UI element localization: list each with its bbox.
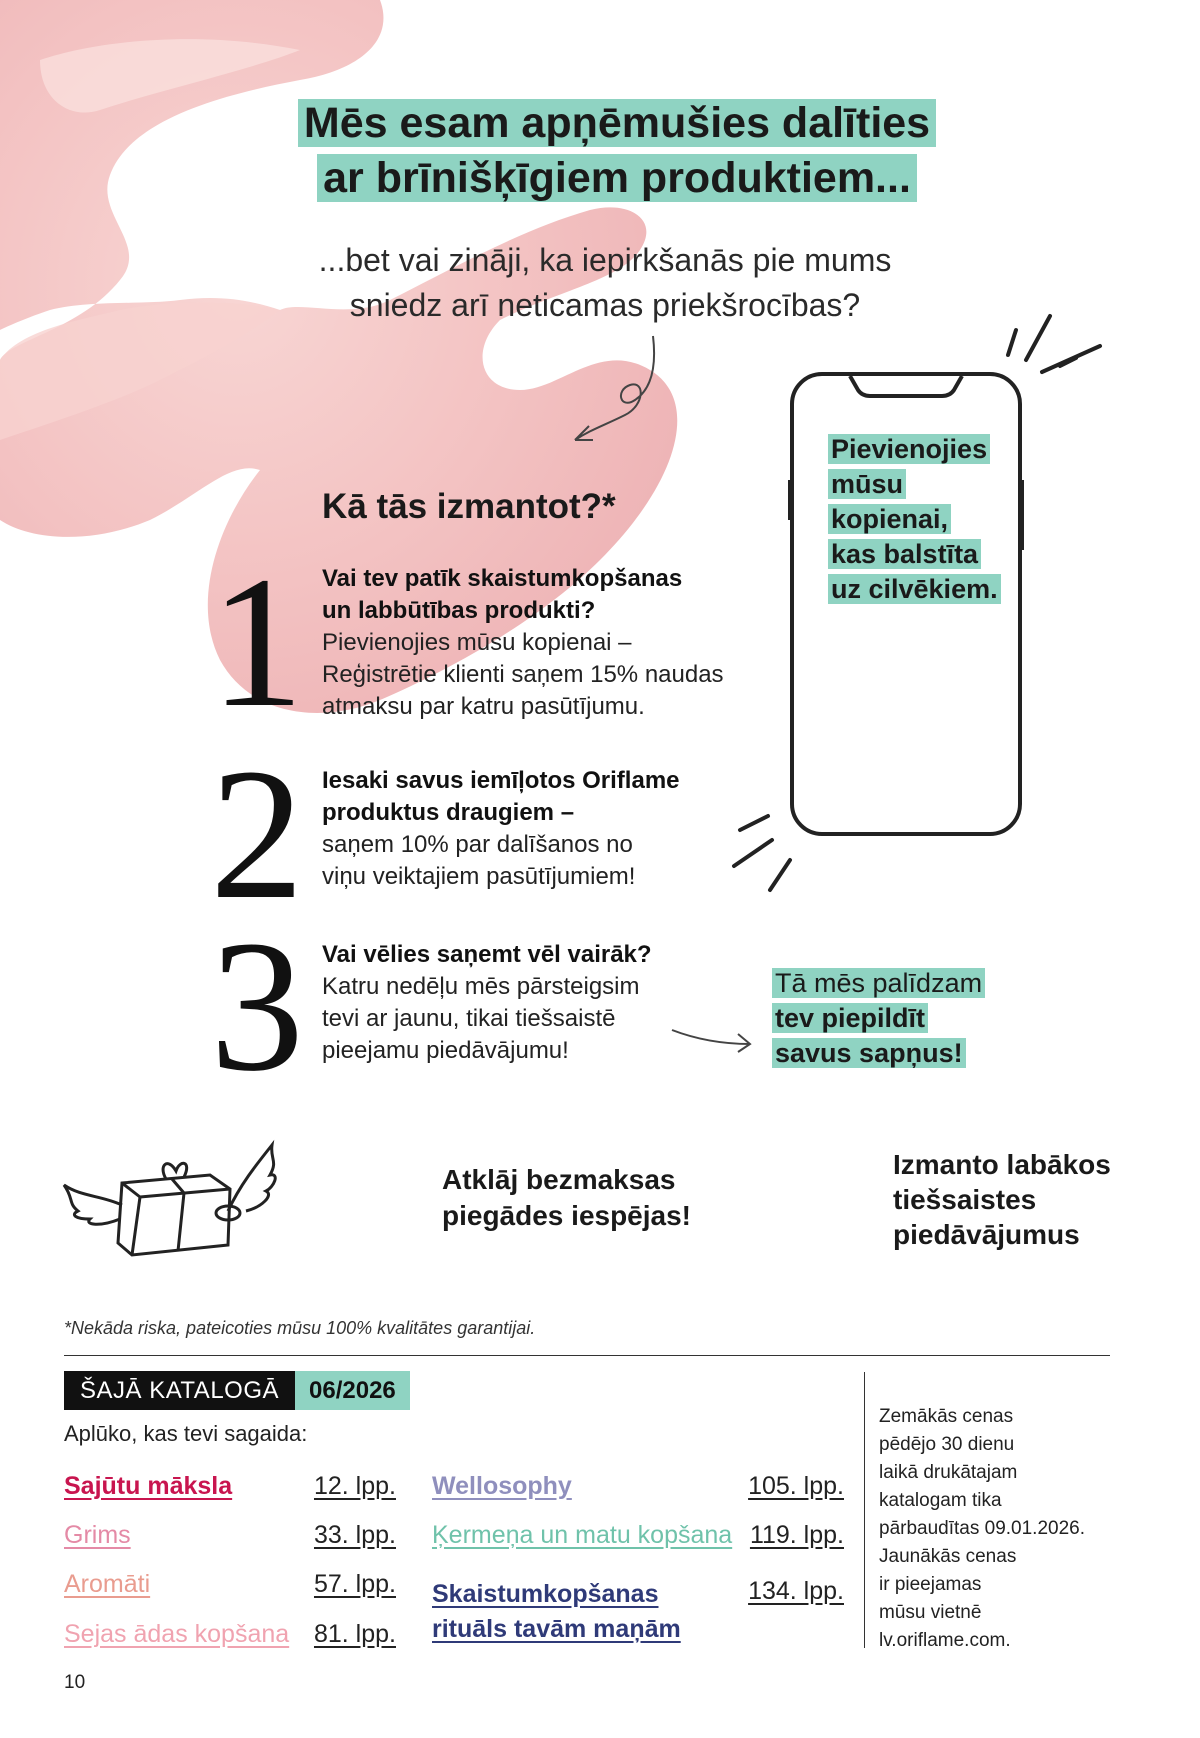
price-note-line5: pārbaudītas 09.01.2026. bbox=[879, 1518, 1086, 1539]
step-2-title-line2: produktus draugiem – bbox=[322, 799, 575, 826]
toc-page-134[interactable]: 134. lpp. bbox=[748, 1577, 844, 1605]
toc-page-119[interactable]: 119. lpp. bbox=[749, 1521, 844, 1549]
headline bbox=[287, 96, 947, 206]
catalog-intro: Aplūko, kas tevi sagaida: bbox=[64, 1421, 308, 1446]
free-delivery-line1: Atklāj bezmaksas bbox=[442, 1164, 676, 1195]
page-number: 10 bbox=[64, 1672, 86, 1693]
toc-link-aromati[interactable]: Aromāti bbox=[64, 1570, 151, 1598]
dream-line3: savus sapņus! bbox=[772, 1038, 966, 1068]
price-note-line4: katalogam tika bbox=[879, 1490, 1002, 1511]
toc-link-grims[interactable]: Grims bbox=[64, 1521, 131, 1549]
online-offers-line2: tiešsaistes bbox=[893, 1184, 1037, 1215]
subheadline-line1: ...bet vai zināji, ka iepirkšanās pie mums bbox=[318, 242, 892, 278]
step-number-2: 2 bbox=[210, 729, 304, 938]
step-1-body-line1: Pievienojies mūsu kopienai – bbox=[322, 629, 632, 656]
phone-text-line3: kopienai, bbox=[828, 504, 951, 534]
phone-text-line4: kas balstīta bbox=[828, 539, 981, 569]
step-1 bbox=[322, 563, 762, 723]
free-delivery-line2: piegādes iespējas! bbox=[442, 1200, 692, 1231]
phone-screen-text bbox=[828, 432, 1028, 607]
toc-page-33[interactable]: 33. lpp. bbox=[313, 1521, 396, 1549]
price-note-line8: mūsu vietnē bbox=[879, 1602, 982, 1623]
catalog-badge-issue: 06/2026 bbox=[295, 1371, 410, 1410]
step-3-body-line1: Katru nedēļu mēs pārsteigsim bbox=[322, 973, 640, 1000]
catalog-badge bbox=[64, 1371, 410, 1410]
price-note bbox=[879, 1403, 1119, 1655]
step-2-body-line2: viņu veiktajiem pasūtījumiem! bbox=[322, 863, 636, 890]
online-offers-line1: Izmanto labākos bbox=[893, 1149, 1111, 1180]
divider bbox=[64, 1355, 1110, 1356]
toc-page-81[interactable]: 81. lpp. bbox=[313, 1620, 396, 1648]
toc-link-sejas-adas-kopsana[interactable]: Sejas ādas kopšana bbox=[64, 1620, 290, 1648]
headline-line1: Mēs esam apņēmušies dalīties bbox=[298, 99, 936, 147]
price-note-line9: lv.oriflame.com. bbox=[879, 1630, 1011, 1651]
step-3-body-line3: pieejamu piedāvājumu! bbox=[322, 1037, 569, 1064]
online-offers-line3: piedāvājumus bbox=[893, 1219, 1080, 1250]
winged-gift-box-icon bbox=[60, 1115, 290, 1265]
dream-line1: Tā mēs palīdzam bbox=[772, 968, 985, 998]
toc-link-wellosophy[interactable]: Wellosophy bbox=[432, 1472, 572, 1500]
step-1-title-line1: Vai tev patīk skaistumkopšanas bbox=[322, 565, 683, 592]
step-3-title-line1: Vai vēlies saņemt vēl vairāk? bbox=[322, 941, 652, 968]
step-number-3: 3 bbox=[210, 901, 304, 1110]
toc-link-sajutu-maksla[interactable]: Sajūtu māksla bbox=[64, 1472, 233, 1500]
price-note-line3: laikā drukātajam bbox=[879, 1462, 1018, 1483]
phone-text-line5: uz cilvēkiem. bbox=[828, 574, 1001, 604]
step-number-1: 1 bbox=[210, 537, 304, 746]
catalog-badge-label: ŠAJĀ KATALOGĀ bbox=[64, 1371, 295, 1410]
guarantee-footnote: *Nekāda riska, pateicoties mūsu 100% kvalitātes garantijai. bbox=[64, 1318, 536, 1338]
dream-text bbox=[772, 966, 1012, 1071]
free-delivery-promo bbox=[442, 1162, 691, 1234]
dream-line2: tev piepildīt bbox=[772, 1003, 928, 1033]
toc-page-12[interactable]: 12. lpp. bbox=[313, 1472, 396, 1500]
step-1-body-line2: Reģistrētie klienti saņem 15% naudas bbox=[322, 661, 724, 688]
arrow-right-icon bbox=[668, 1022, 758, 1062]
toc-link-kermena-un-matu-kopsana[interactable]: Ķermeņa un matu kopšana bbox=[432, 1521, 733, 1549]
toc-ritual-line2: rituāls tavām maņām bbox=[432, 1615, 681, 1643]
how-to-use-title: Kā tās izmantot?* bbox=[322, 487, 616, 526]
headline-line2: ar brīnišķīgiem produktiem... bbox=[317, 154, 917, 202]
vertical-divider bbox=[864, 1372, 865, 1648]
step-2-body-line1: saņem 10% par dalīšanos no bbox=[322, 831, 633, 858]
curly-arrow-icon bbox=[565, 330, 675, 450]
price-note-line7: ir pieejamas bbox=[879, 1574, 982, 1595]
toc-page-57[interactable]: 57. lpp. bbox=[313, 1570, 396, 1598]
phone-text-line2: mūsu bbox=[828, 469, 906, 499]
subheadline-line2: sniedz arī neticamas priekšrocības? bbox=[349, 287, 861, 323]
step-3-body-line2: tevi ar jaunu, tikai tiešsaistē bbox=[322, 1005, 616, 1032]
price-note-line6: Jaunākās cenas bbox=[879, 1546, 1017, 1567]
phone-text-line1: Pievienojies bbox=[828, 434, 990, 464]
step-1-title-line2: un labbūtības produkti? bbox=[322, 597, 596, 624]
online-offers-promo bbox=[893, 1147, 1111, 1252]
toc-link-skaistumkopsanas-rituals[interactable] bbox=[432, 1577, 681, 1647]
step-2 bbox=[322, 765, 762, 893]
price-note-line1: Zemākās cenas bbox=[879, 1406, 1014, 1427]
price-note-line2: pēdējo 30 dienu bbox=[879, 1434, 1015, 1455]
step-2-title-line1: Iesaki savus iemīļotos Oriflame bbox=[322, 767, 680, 794]
toc-ritual-line1: Skaistumkopšanas bbox=[432, 1580, 659, 1608]
toc-page-105[interactable]: 105. lpp. bbox=[748, 1472, 844, 1500]
step-1-body-line3: atmaksu par katru pasūtījumu. bbox=[322, 693, 645, 720]
